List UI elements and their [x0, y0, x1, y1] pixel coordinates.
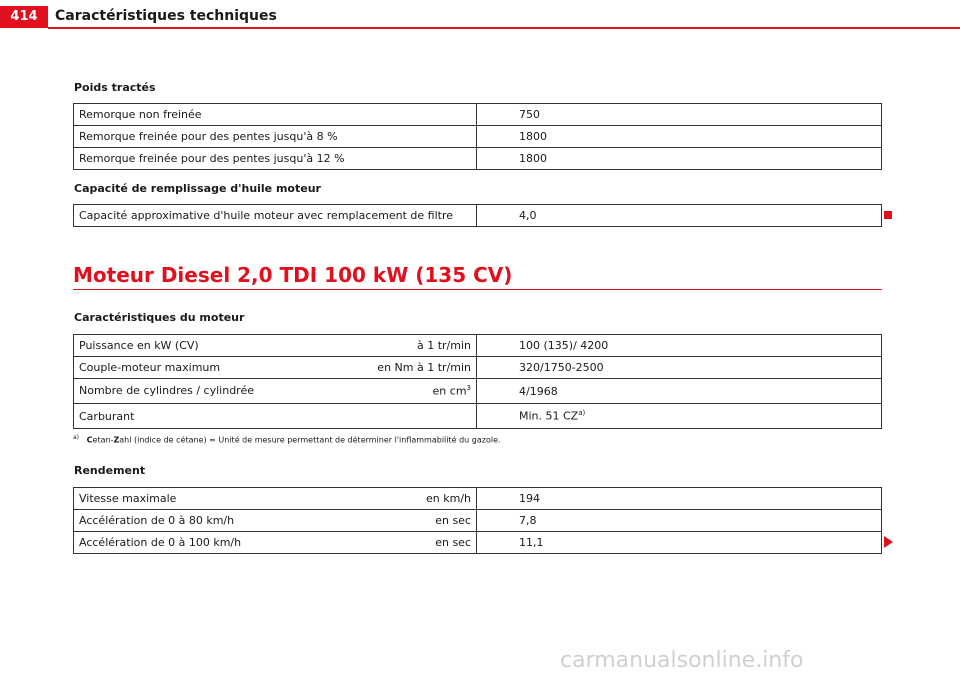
table-poids [73, 103, 882, 170]
row-unit: en Nm à 1 tr/min [377, 361, 471, 374]
table-row [74, 335, 882, 357]
cell-value: 1800 [477, 126, 882, 148]
unit-text: en cm [432, 384, 467, 398]
table-row [74, 205, 882, 227]
row-label: Vitesse maximale [79, 492, 177, 505]
page-header [0, 0, 960, 28]
section-end-mark [884, 211, 892, 219]
footnote-c: C [86, 435, 93, 445]
cell-label: Remorque freinée pour des pentes jusqu'à 8 % [74, 126, 477, 148]
chapter-title: Caractéristiques techniques [55, 8, 277, 24]
engine-title-rule [73, 289, 882, 290]
cell-value: 4,0 [477, 205, 882, 227]
cell-label: Remorque freinée pour des pentes jusqu'à 12 % [74, 148, 477, 170]
engine-title: Moteur Diesel 2,0 TDI 100 kW (135 CV) [73, 263, 513, 287]
watermark: carmanualsonline.info [560, 648, 804, 673]
footnote-etan: etan- [92, 435, 114, 445]
table-row [74, 532, 882, 554]
cell-value: 100 (135)/ 4200 [477, 335, 882, 357]
table-row [74, 404, 882, 429]
row-label: Accélération de 0 à 80 km/h [79, 514, 235, 527]
section-title-poids: Poids tractés [74, 81, 156, 94]
cell-label [74, 510, 477, 532]
row-unit: en sec [435, 514, 471, 527]
footnote-text: ahl (indice de cétane) = Unité de mesure permettant de déterminer l'inflammabilité du gazole. [119, 435, 501, 445]
cell-value: 11,1 [477, 532, 882, 554]
table-row [74, 357, 882, 379]
row-label: Accélération de 0 à 100 km/h [79, 536, 242, 549]
table-row [74, 488, 882, 510]
next-page-arrow-icon [884, 536, 893, 548]
row-label: Couple-moteur maximum [79, 361, 221, 374]
value-text: Min. 51 CZ [519, 409, 579, 423]
cell-label [74, 488, 477, 510]
footnote-z: Z [113, 435, 120, 445]
cell-label: Remorque non freinée [74, 104, 477, 126]
row-unit: en sec [435, 536, 471, 549]
cell-label [74, 379, 477, 404]
row-label: Puissance en kW (CV) [79, 339, 199, 352]
table-row [74, 510, 882, 532]
table-caract [73, 334, 882, 429]
row-unit: à 1 tr/min [416, 339, 471, 352]
cell-value: 320/1750-2500 [477, 357, 882, 379]
table-huile [73, 204, 882, 227]
row-unit [433, 384, 471, 398]
table-row [74, 104, 882, 126]
cell-value: 4/1968 [477, 379, 882, 404]
page-number: 414 [0, 6, 48, 28]
cell-label [74, 532, 477, 554]
table-row [74, 126, 882, 148]
row-label: Carburant [79, 409, 135, 423]
section-title-rendement: Rendement [74, 464, 146, 477]
cell-label [74, 404, 477, 429]
row-unit: en km/h [426, 492, 471, 505]
cell-label [74, 335, 477, 357]
cell-value: 194 [477, 488, 882, 510]
cell-value: 750 [477, 104, 882, 126]
cell-label: Capacité approximative d'huile moteur avec remplacement de filtre [74, 205, 477, 227]
footnote [73, 434, 501, 445]
section-title-caract: Caractéristiques du moteur [74, 311, 245, 324]
table-row [74, 148, 882, 170]
cell-value: 7,8 [477, 510, 882, 532]
table-rendement [73, 487, 882, 554]
unit-superscript: 3 [466, 384, 471, 393]
footnote-marker: a) [73, 434, 80, 441]
footnote-ref: a) [578, 409, 586, 418]
cell-value [477, 404, 882, 429]
table-row [74, 379, 882, 404]
cell-value: 1800 [477, 148, 882, 170]
header-rule [48, 27, 960, 29]
cell-label [74, 357, 477, 379]
row-label: Nombre de cylindres / cylindrée [79, 384, 254, 398]
section-title-huile: Capacité de remplissage d'huile moteur [74, 182, 321, 195]
